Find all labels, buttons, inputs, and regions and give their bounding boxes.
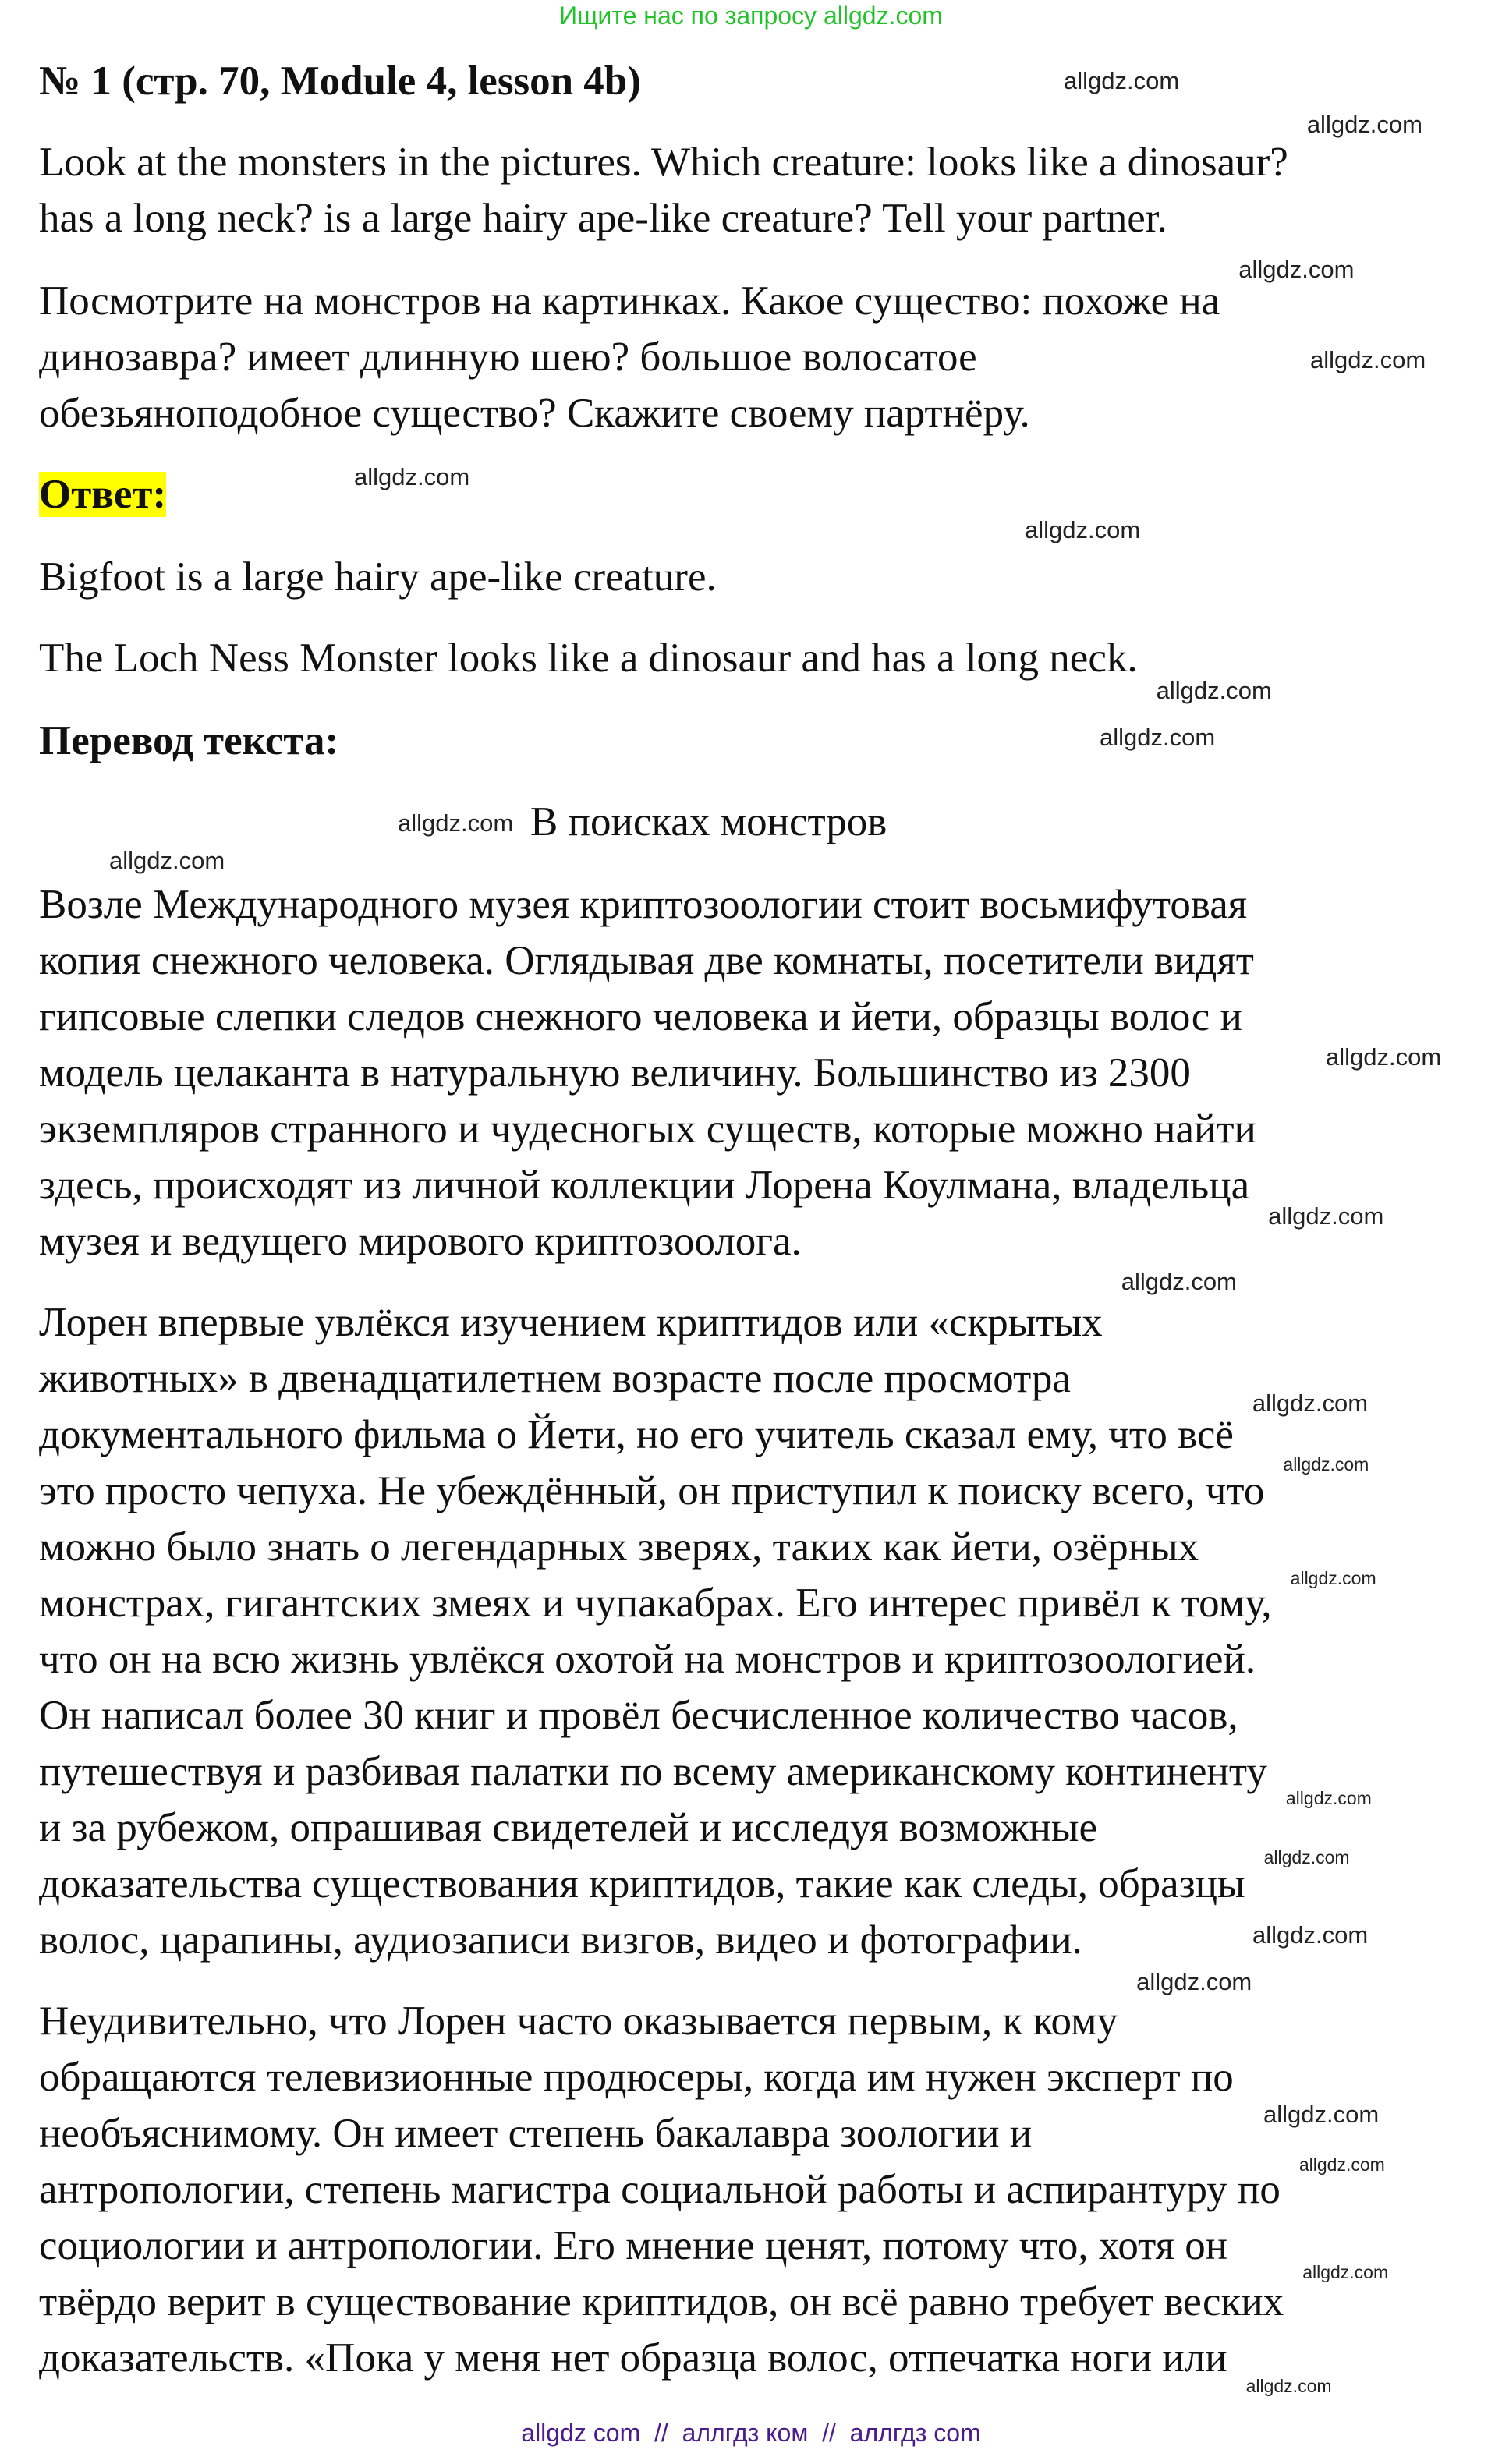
- watermark: allgdz.com: [1252, 1921, 1369, 1949]
- watermark: allgdz.com: [1290, 1568, 1376, 1588]
- paragraph-line: животных» в двенадцатилетнем возрасте после просмотра: [39, 1356, 1071, 1401]
- task-en-line: Look at the monsters in the pictures. Which creature: looks like a dinosaur?: [39, 140, 1288, 185]
- paragraph-line: это просто чепуха. Не убеждённый, он приступил к поиску всего, что: [39, 1468, 1265, 1513]
- watermark: allgdz.com: [1136, 1968, 1252, 1995]
- watermark: allgdz.com: [1156, 677, 1272, 704]
- task-ru-line: Посмотрите на монстров на картинках. Какое существо: похоже на: [39, 278, 1220, 324]
- paragraph-line: антропологии, степень магистра социальной работы и аспирантуру по: [39, 2167, 1281, 2212]
- paragraph-line: необъяснимому. Он имеет степень бакалавра зоологии и: [39, 2111, 1033, 2156]
- watermark: allgdz.com: [1263, 2101, 1380, 2128]
- paragraph-line: Он написал более 30 книг и провёл бесчисленное количество часов,: [39, 1693, 1238, 1738]
- answer-heading: [39, 466, 166, 522]
- paragraph-line: обращаются телевизионные продюсеры, когда им нужен эксперт по: [39, 2055, 1234, 2100]
- watermark: allgdz.com: [109, 847, 225, 874]
- paragraph-line: Возле Международного музея криптозоологии стоит восьмифутовая: [39, 882, 1248, 927]
- watermark: allgdz.com: [1252, 1390, 1369, 1417]
- answer-line: Bigfoot is a large hairy ape-like creature.: [39, 554, 717, 600]
- paragraph-line: путешествуя и разбивая палатки по всему американскому континенту: [39, 1749, 1267, 1794]
- footer-banner: allgdz com // аллгдз ком // аллгдз com: [521, 2419, 981, 2447]
- paragraph-line: социологии и антропологии. Его мнение ценят, потому что, хотя он: [39, 2223, 1228, 2268]
- paragraph-line: копия снежного человека. Оглядывая две комнаты, посетители видят: [39, 938, 1254, 983]
- task-en-line: has a long neck? is a large hairy ape-like creature? Tell your partner.: [39, 196, 1167, 241]
- watermark: allgdz.com: [1268, 1202, 1384, 1230]
- task-ru-line: обезьяноподобное существо? Скажите своему партнёру.: [39, 391, 1030, 436]
- exercise-title: № 1 (стр. 70, Module 4, lesson 4b): [39, 58, 641, 104]
- paragraph-line: модель целаканта в натуральную величину. Большинство из 2300: [39, 1050, 1191, 1096]
- translation-title: В поисках монстров: [530, 799, 887, 844]
- paragraph-line: монстрах, гигантских змеях и чупакабрах. Его интерес привёл к тому,: [39, 1581, 1272, 1626]
- watermark: allgdz.com: [354, 463, 470, 490]
- answer-label: Ответ:: [39, 472, 167, 517]
- watermark: allgdz.com: [1064, 67, 1180, 94]
- paragraph-line: музея и ведущего мирового криптозоолога.: [39, 1219, 802, 1264]
- translation-heading: Перевод текста:: [39, 718, 339, 763]
- watermark: allgdz.com: [1283, 1454, 1369, 1475]
- watermark: allgdz.com: [1285, 1788, 1372, 1808]
- paragraph-line: можно было знать о легендарных зверях, таких как йети, озёрных: [39, 1524, 1199, 1570]
- paragraph-line: доказательств. «Пока у меня нет образца волос, отпечатка ноги или: [39, 2335, 1227, 2381]
- watermark: allgdz.com: [1263, 1847, 1350, 1867]
- watermark: allgdz.com: [1238, 256, 1355, 283]
- paragraph-line: экземпляров странного и чудесногых существ, которые можно найти: [39, 1106, 1256, 1152]
- watermark: allgdz.com: [1245, 2376, 1332, 2396]
- paragraph-line: доказательства существования криптидов, такие как следы, образцы: [39, 1861, 1245, 1906]
- watermark: allgdz.com: [1025, 516, 1141, 543]
- paragraph-line: твёрдо верит в существование криптидов, он всё равно требует веских: [39, 2279, 1284, 2324]
- watermark: allgdz.com: [1306, 111, 1422, 138]
- paragraph-line: документального фильма о Йети, но его учитель сказал ему, что всё: [39, 1412, 1234, 1457]
- watermark: allgdz.com: [1326, 1043, 1442, 1071]
- watermark: allgdz.com: [398, 809, 514, 837]
- watermark: allgdz.com: [1310, 346, 1426, 373]
- paragraph-line: Лорен впервые увлёкся изучением криптидов или «скрытых: [39, 1300, 1103, 1345]
- watermark: allgdz.com: [1121, 1268, 1237, 1295]
- paragraph-line: гипсовые слепки следов снежного человека и йети, образцы волос и: [39, 994, 1242, 1039]
- search-banner: Ищите нас по запросу allgdz.com: [559, 2, 943, 30]
- paragraph-line: что он на всю жизнь увлёкся охотой на монстров и криптозоологией.: [39, 1637, 1256, 1682]
- task-ru-line: динозавра? имеет длинную шею? большое волосатое: [39, 335, 977, 380]
- answer-line: The Loch Ness Monster looks like a dinosaur and has a long neck.: [39, 635, 1138, 681]
- paragraph-line: здесь, происходят из личной коллекции Лорена Коулмана, владельца: [39, 1163, 1250, 1208]
- watermark: allgdz.com: [1298, 2154, 1385, 2175]
- paragraph-line: волос, царапины, аудиозаписи визгов, видео и фотографии.: [39, 1917, 1082, 1963]
- watermark: allgdz.com: [1302, 2262, 1389, 2282]
- watermark: allgdz.com: [1100, 724, 1216, 751]
- paragraph-line: и за рубежом, опрашивая свидетелей и исследуя возможные: [39, 1805, 1098, 1850]
- paragraph-line: Неудивительно, что Лорен часто оказывается первым, к кому: [39, 1998, 1118, 2044]
